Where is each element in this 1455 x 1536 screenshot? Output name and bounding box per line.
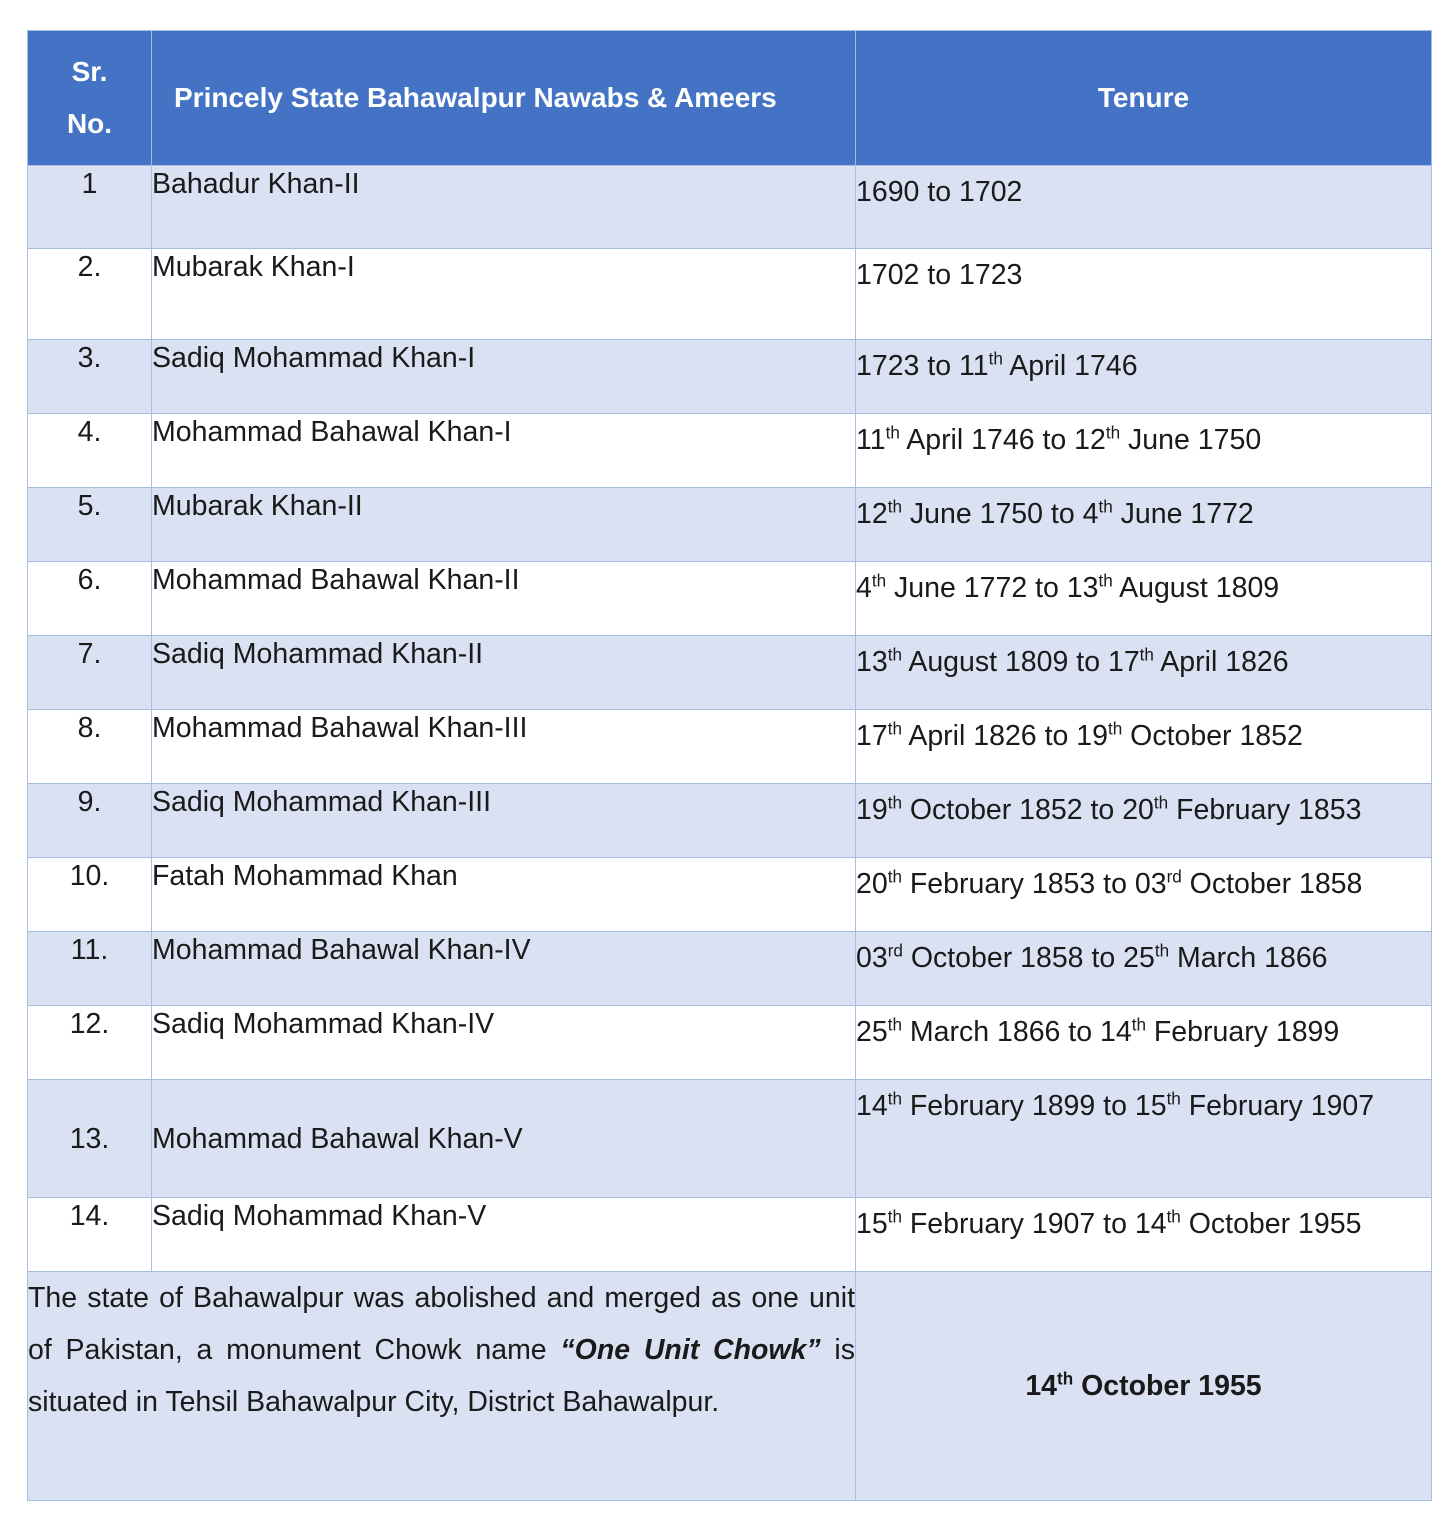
header-sr-no (28, 31, 152, 166)
row-sr-no: 14. (28, 1198, 152, 1272)
header-name: Princely State Bahawalpur Nawabs & Ameers (152, 31, 856, 166)
row-sr-no: 4. (28, 414, 152, 488)
row-sr-no: 10. (28, 858, 152, 932)
row-sr-no: 13. (28, 1080, 152, 1198)
row-nawab-name: Bahadur Khan-II (152, 166, 856, 249)
header-sr-line1: Sr. (71, 56, 108, 87)
row-sr-no: 6. (28, 562, 152, 636)
row-sr-no: 11. (28, 932, 152, 1006)
row-nawab-name: Mohammad Bahawal Khan-III (152, 710, 856, 784)
table-row (28, 562, 1432, 636)
table-row (28, 1198, 1432, 1272)
footer-row (28, 1272, 1432, 1501)
row-sr-no: 9. (28, 784, 152, 858)
row-nawab-name: Fatah Mohammad Khan (152, 858, 856, 932)
row-tenure: 4th June 1772 to 13th August 1809 (856, 562, 1432, 636)
row-tenure: 20th February 1853 to 03rd October 1858 (856, 858, 1432, 932)
table-row (28, 414, 1432, 488)
row-tenure: 14th February 1899 to 15th February 1907 (856, 1080, 1432, 1198)
row-nawab-name: Sadiq Mohammad Khan-III (152, 784, 856, 858)
table-row (28, 636, 1432, 710)
header-row (28, 31, 1432, 166)
table-row (28, 166, 1432, 249)
table-row (28, 784, 1432, 858)
abolition-note-text: The state of Bahawalpur was abolished and merged as one unit of Pakistan, a monument Chowk name (28, 1282, 855, 1366)
abolition-note-text-end: is situated in Tehsil Bahawalpur City, District Bahawalpur. (28, 1334, 855, 1418)
table-row (28, 1006, 1432, 1080)
row-nawab-name: Mohammad Bahawal Khan-II (152, 562, 856, 636)
row-sr-no: 12. (28, 1006, 152, 1080)
table-row (28, 340, 1432, 414)
row-sr-no: 1 (28, 166, 152, 249)
row-tenure: 11th April 1746 to 12th June 1750 (856, 414, 1432, 488)
row-sr-no: 7. (28, 636, 152, 710)
row-tenure: 15th February 1907 to 14th October 1955 (856, 1198, 1432, 1272)
row-tenure: 19th October 1852 to 20th February 1853 (856, 784, 1432, 858)
abolition-date: 14th October 1955 (856, 1272, 1432, 1501)
row-nawab-name: Sadiq Mohammad Khan-II (152, 636, 856, 710)
header-tenure: Tenure (856, 31, 1432, 166)
one-unit-chowk-emphasis: “One Unit Chowk” (560, 1334, 821, 1366)
header-sr-line2: No. (66, 108, 113, 139)
nawabs-table (27, 30, 1432, 1501)
row-tenure: 1690 to 1702 (856, 166, 1432, 249)
table-row (28, 858, 1432, 932)
row-tenure: 12th June 1750 to 4th June 1772 (856, 488, 1432, 562)
table-row (28, 1080, 1432, 1198)
row-nawab-name: Mubarak Khan-I (152, 249, 856, 340)
row-sr-no: 8. (28, 710, 152, 784)
row-tenure: 1723 to 11th April 1746 (856, 340, 1432, 414)
row-nawab-name: Mohammad Bahawal Khan-I (152, 414, 856, 488)
row-tenure: 03rd October 1858 to 25th March 1866 (856, 932, 1432, 1006)
table-row (28, 932, 1432, 1006)
row-nawab-name: Mohammad Bahawal Khan-V (152, 1080, 856, 1198)
row-sr-no: 3. (28, 340, 152, 414)
row-tenure: 17th April 1826 to 19th October 1852 (856, 710, 1432, 784)
row-sr-no: 2. (28, 249, 152, 340)
row-tenure: 1702 to 1723 (856, 249, 1432, 340)
row-tenure: 13th August 1809 to 17th April 1826 (856, 636, 1432, 710)
row-nawab-name: Mohammad Bahawal Khan-IV (152, 932, 856, 1006)
row-sr-no: 5. (28, 488, 152, 562)
table-row (28, 488, 1432, 562)
row-nawab-name: Sadiq Mohammad Khan-IV (152, 1006, 856, 1080)
row-nawab-name: Sadiq Mohammad Khan-V (152, 1198, 856, 1272)
table-row (28, 710, 1432, 784)
abolition-note (28, 1272, 856, 1501)
table-row (28, 249, 1432, 340)
row-nawab-name: Mubarak Khan-II (152, 488, 856, 562)
row-tenure: 25th March 1866 to 14th February 1899 (856, 1006, 1432, 1080)
row-nawab-name: Sadiq Mohammad Khan-I (152, 340, 856, 414)
